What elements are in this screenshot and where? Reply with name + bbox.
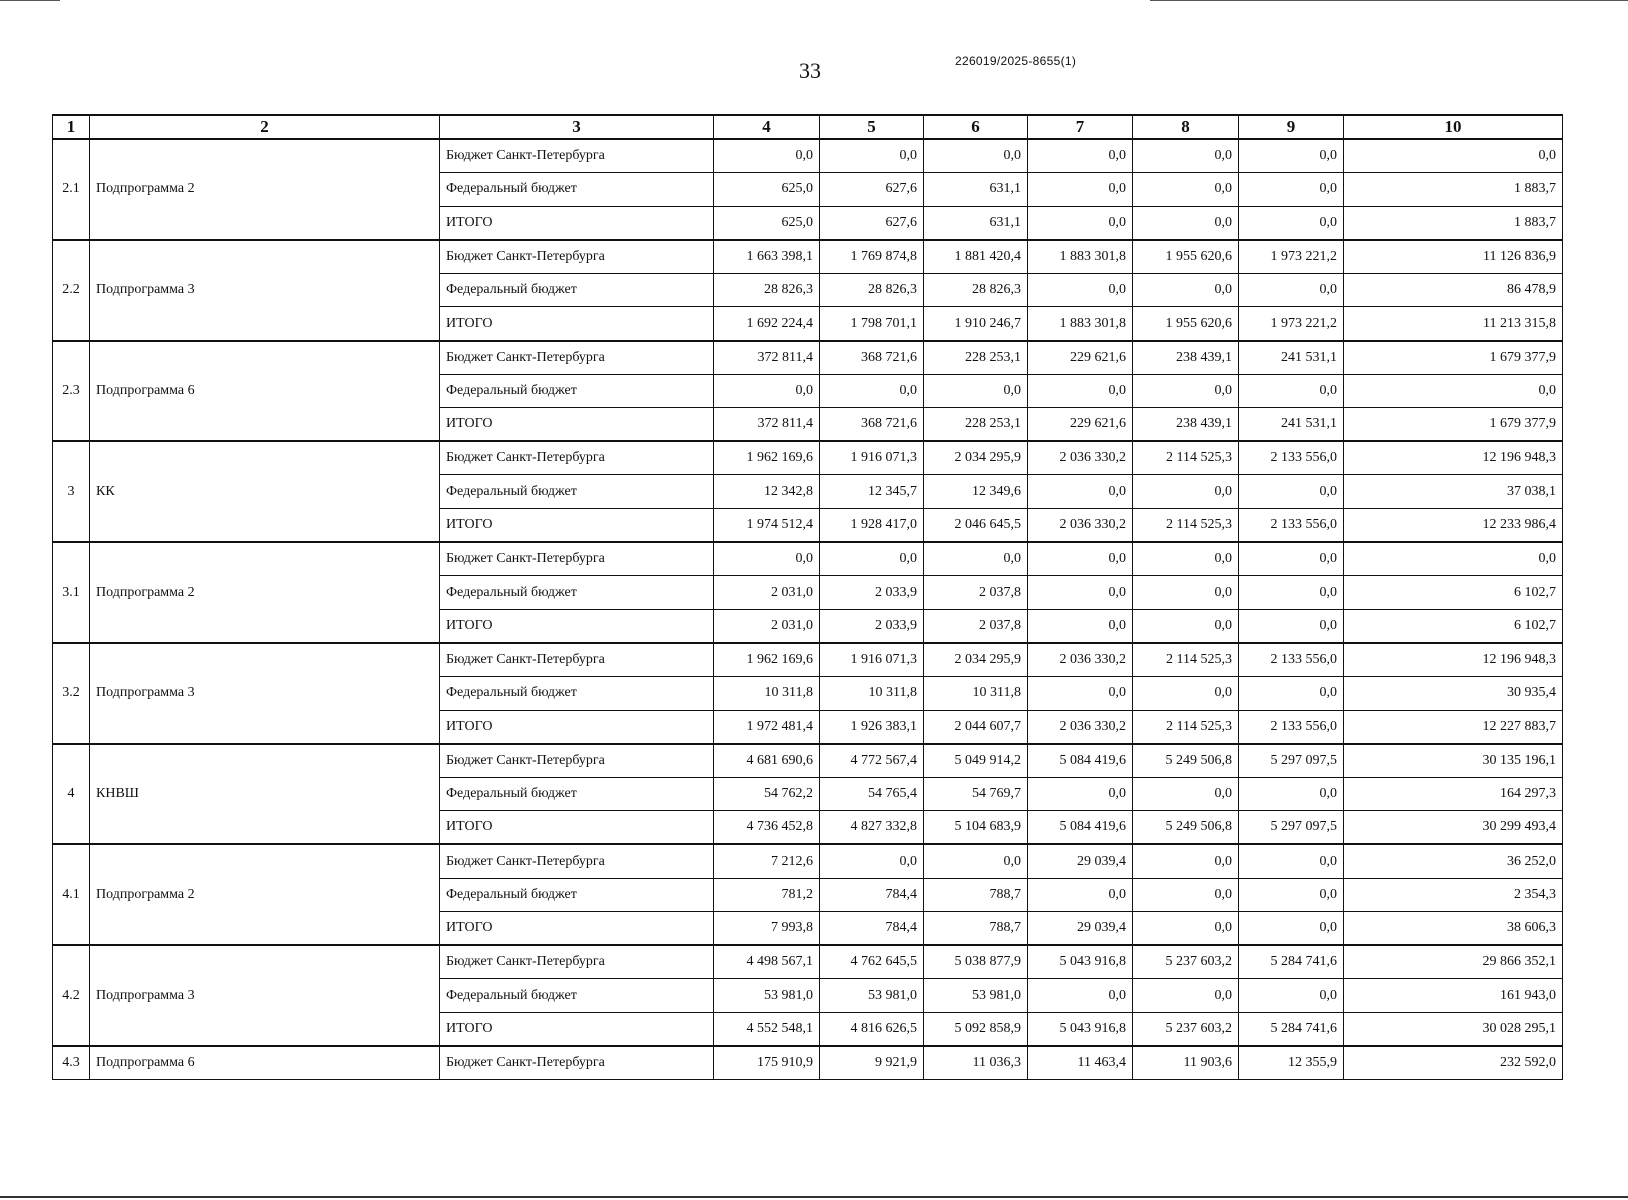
- document-id: 226019/2025-8655(1): [955, 54, 1077, 68]
- value-cell: 54 769,7: [924, 777, 1028, 811]
- table-row: [53, 139, 1563, 173]
- value-cell: 5 249 506,8: [1133, 811, 1239, 845]
- value-cell: 2 034 295,9: [924, 441, 1028, 475]
- value-cell: 0,0: [1028, 206, 1133, 240]
- table-row: [53, 240, 1563, 274]
- funding-source: ИТОГО: [440, 710, 714, 744]
- value-cell: 372 811,4: [714, 341, 820, 375]
- value-cell: 2 133 556,0: [1239, 509, 1344, 543]
- value-cell: 175 910,9: [714, 1046, 820, 1080]
- value-cell: 5 104 683,9: [924, 811, 1028, 845]
- value-cell: 0,0: [1239, 576, 1344, 610]
- value-cell: 788,7: [924, 912, 1028, 946]
- value-cell: 631,1: [924, 173, 1028, 207]
- funding-source: Бюджет Санкт-Петербурга: [440, 441, 714, 475]
- total-value-cell: 11 126 836,9: [1344, 240, 1563, 274]
- program-name: Подпрограмма 2: [90, 844, 440, 945]
- value-cell: 788,7: [924, 878, 1028, 912]
- value-cell: 0,0: [1133, 206, 1239, 240]
- column-header: 6: [924, 115, 1028, 139]
- value-cell: 0,0: [820, 844, 924, 878]
- program-name: Подпрограмма 2: [90, 542, 440, 643]
- total-value-cell: 36 252,0: [1344, 844, 1563, 878]
- funding-source: Бюджет Санкт-Петербурга: [440, 1046, 714, 1080]
- program-name: Подпрограмма 2: [90, 139, 440, 240]
- value-cell: 781,2: [714, 878, 820, 912]
- table-row: [53, 844, 1563, 878]
- total-value-cell: 0,0: [1344, 542, 1563, 576]
- value-cell: 0,0: [1133, 677, 1239, 711]
- value-cell: 1 974 512,4: [714, 509, 820, 543]
- funding-source: Бюджет Санкт-Петербурга: [440, 542, 714, 576]
- value-cell: 11 903,6: [1133, 1046, 1239, 1080]
- value-cell: 1 916 071,3: [820, 441, 924, 475]
- value-cell: 2 133 556,0: [1239, 643, 1344, 677]
- row-number: 4.3: [53, 1046, 90, 1080]
- value-cell: 0,0: [714, 374, 820, 408]
- total-value-cell: 1 883,7: [1344, 173, 1563, 207]
- value-cell: 0,0: [1239, 844, 1344, 878]
- column-header: 8: [1133, 115, 1239, 139]
- value-cell: 1 663 398,1: [714, 240, 820, 274]
- value-cell: 5 284 741,6: [1239, 1012, 1344, 1046]
- value-cell: 4 827 332,8: [820, 811, 924, 845]
- value-cell: 0,0: [1239, 374, 1344, 408]
- value-cell: 12 355,9: [1239, 1046, 1344, 1080]
- value-cell: 0,0: [1028, 979, 1133, 1013]
- funding-source: ИТОГО: [440, 206, 714, 240]
- value-cell: 5 237 603,2: [1133, 945, 1239, 979]
- funding-source: Бюджет Санкт-Петербурга: [440, 744, 714, 778]
- page-number: 33: [799, 58, 821, 83]
- funding-source: ИТОГО: [440, 509, 714, 543]
- value-cell: 0,0: [1239, 475, 1344, 509]
- value-cell: 241 531,1: [1239, 408, 1344, 442]
- value-cell: 0,0: [820, 542, 924, 576]
- total-value-cell: 0,0: [1344, 374, 1563, 408]
- value-cell: 2 036 330,2: [1028, 509, 1133, 543]
- value-cell: 0,0: [1239, 542, 1344, 576]
- value-cell: 241 531,1: [1239, 341, 1344, 375]
- value-cell: 0,0: [1028, 677, 1133, 711]
- value-cell: 2 044 607,7: [924, 710, 1028, 744]
- value-cell: 0,0: [1133, 139, 1239, 173]
- value-cell: 625,0: [714, 206, 820, 240]
- value-cell: 0,0: [1239, 609, 1344, 643]
- column-header: 10: [1344, 115, 1563, 139]
- value-cell: 10 311,8: [820, 677, 924, 711]
- value-cell: 0,0: [1028, 609, 1133, 643]
- value-cell: 4 762 645,5: [820, 945, 924, 979]
- funding-source: Федеральный бюджет: [440, 878, 714, 912]
- value-cell: 2 031,0: [714, 609, 820, 643]
- total-value-cell: 12 227 883,7: [1344, 710, 1563, 744]
- value-cell: 0,0: [924, 542, 1028, 576]
- value-cell: 0,0: [1028, 576, 1133, 610]
- value-cell: 0,0: [1133, 777, 1239, 811]
- funding-source: Федеральный бюджет: [440, 677, 714, 711]
- value-cell: 5 084 419,6: [1028, 744, 1133, 778]
- column-header: 1: [53, 115, 90, 139]
- value-cell: 0,0: [1133, 878, 1239, 912]
- value-cell: 2 046 645,5: [924, 509, 1028, 543]
- value-cell: 784,4: [820, 912, 924, 946]
- value-cell: 4 681 690,6: [714, 744, 820, 778]
- value-cell: 784,4: [820, 878, 924, 912]
- total-value-cell: 12 233 986,4: [1344, 509, 1563, 543]
- funding-source: ИТОГО: [440, 811, 714, 845]
- value-cell: 372 811,4: [714, 408, 820, 442]
- row-number: 3: [53, 441, 90, 542]
- total-value-cell: 30 299 493,4: [1344, 811, 1563, 845]
- value-cell: 0,0: [1028, 777, 1133, 811]
- row-number: 4.2: [53, 945, 90, 1046]
- funding-source: Бюджет Санкт-Петербурга: [440, 341, 714, 375]
- value-cell: 1 973 221,2: [1239, 240, 1344, 274]
- column-header: 2: [90, 115, 440, 139]
- value-cell: 0,0: [1239, 677, 1344, 711]
- value-cell: 0,0: [1239, 173, 1344, 207]
- value-cell: 5 237 603,2: [1133, 1012, 1239, 1046]
- value-cell: 2 133 556,0: [1239, 710, 1344, 744]
- value-cell: 0,0: [1028, 139, 1133, 173]
- value-cell: 2 114 525,3: [1133, 710, 1239, 744]
- value-cell: 2 114 525,3: [1133, 441, 1239, 475]
- value-cell: 1 962 169,6: [714, 441, 820, 475]
- value-cell: 54 765,4: [820, 777, 924, 811]
- total-value-cell: 30 028 295,1: [1344, 1012, 1563, 1046]
- budget-table: [52, 114, 1563, 1080]
- program-name: КК: [90, 441, 440, 542]
- total-value-cell: 30 135 196,1: [1344, 744, 1563, 778]
- total-value-cell: 30 935,4: [1344, 677, 1563, 711]
- total-value-cell: 6 102,7: [1344, 576, 1563, 610]
- value-cell: 228 253,1: [924, 408, 1028, 442]
- header-row: [53, 115, 1563, 139]
- total-value-cell: 86 478,9: [1344, 273, 1563, 307]
- value-cell: 5 038 877,9: [924, 945, 1028, 979]
- row-number: 2.3: [53, 341, 90, 442]
- funding-source: ИТОГО: [440, 912, 714, 946]
- program-name: Подпрограмма 3: [90, 643, 440, 744]
- table-row: [53, 1046, 1563, 1080]
- table-row: [53, 341, 1563, 375]
- table-row: [53, 744, 1563, 778]
- value-cell: 2 133 556,0: [1239, 441, 1344, 475]
- value-cell: 2 034 295,9: [924, 643, 1028, 677]
- value-cell: 5 084 419,6: [1028, 811, 1133, 845]
- value-cell: 5 043 916,8: [1028, 945, 1133, 979]
- total-value-cell: 161 943,0: [1344, 979, 1563, 1013]
- value-cell: 0,0: [1239, 979, 1344, 1013]
- value-cell: 0,0: [1239, 912, 1344, 946]
- value-cell: 1 928 417,0: [820, 509, 924, 543]
- scan-edge-top-right: [1150, 0, 1628, 1]
- row-number: 3.1: [53, 542, 90, 643]
- value-cell: 627,6: [820, 173, 924, 207]
- value-cell: 1 926 383,1: [820, 710, 924, 744]
- value-cell: 29 039,4: [1028, 912, 1133, 946]
- value-cell: 4 772 567,4: [820, 744, 924, 778]
- value-cell: 0,0: [1239, 273, 1344, 307]
- value-cell: 2 114 525,3: [1133, 643, 1239, 677]
- value-cell: 1 973 221,2: [1239, 307, 1344, 341]
- funding-source: Бюджет Санкт-Петербурга: [440, 844, 714, 878]
- value-cell: 0,0: [1133, 374, 1239, 408]
- program-name: Подпрограмма 3: [90, 240, 440, 341]
- value-cell: 28 826,3: [820, 273, 924, 307]
- row-number: 3.2: [53, 643, 90, 744]
- funding-source: Федеральный бюджет: [440, 777, 714, 811]
- value-cell: 631,1: [924, 206, 1028, 240]
- value-cell: 1 910 246,7: [924, 307, 1028, 341]
- funding-source: Бюджет Санкт-Петербурга: [440, 945, 714, 979]
- column-header: 4: [714, 115, 820, 139]
- value-cell: 2 036 330,2: [1028, 441, 1133, 475]
- value-cell: 11 463,4: [1028, 1046, 1133, 1080]
- table-row: [53, 643, 1563, 677]
- value-cell: 625,0: [714, 173, 820, 207]
- value-cell: 4 816 626,5: [820, 1012, 924, 1046]
- value-cell: 12 342,8: [714, 475, 820, 509]
- total-value-cell: 12 196 948,3: [1344, 441, 1563, 475]
- value-cell: 229 621,6: [1028, 341, 1133, 375]
- value-cell: 1 883 301,8: [1028, 240, 1133, 274]
- value-cell: 0,0: [1028, 475, 1133, 509]
- scan-edge-top-left: [0, 0, 60, 1]
- value-cell: 1 883 301,8: [1028, 307, 1133, 341]
- funding-source: Федеральный бюджет: [440, 374, 714, 408]
- value-cell: 2 037,8: [924, 576, 1028, 610]
- funding-source: Федеральный бюджет: [440, 273, 714, 307]
- total-value-cell: 0,0: [1344, 139, 1563, 173]
- row-number: 4.1: [53, 844, 90, 945]
- total-value-cell: 37 038,1: [1344, 475, 1563, 509]
- value-cell: 0,0: [1028, 374, 1133, 408]
- program-name: Подпрограмма 6: [90, 1046, 440, 1080]
- value-cell: 0,0: [1133, 609, 1239, 643]
- total-value-cell: 2 354,3: [1344, 878, 1563, 912]
- total-value-cell: 29 866 352,1: [1344, 945, 1563, 979]
- value-cell: 53 981,0: [714, 979, 820, 1013]
- funding-source: ИТОГО: [440, 609, 714, 643]
- value-cell: 0,0: [1239, 777, 1344, 811]
- column-header: 7: [1028, 115, 1133, 139]
- value-cell: 2 033,9: [820, 609, 924, 643]
- value-cell: 0,0: [1133, 475, 1239, 509]
- value-cell: 0,0: [924, 374, 1028, 408]
- total-value-cell: 11 213 315,8: [1344, 307, 1563, 341]
- value-cell: 1 972 481,4: [714, 710, 820, 744]
- value-cell: 28 826,3: [924, 273, 1028, 307]
- value-cell: 2 031,0: [714, 576, 820, 610]
- value-cell: 2 114 525,3: [1133, 509, 1239, 543]
- value-cell: 1 769 874,8: [820, 240, 924, 274]
- total-value-cell: 164 297,3: [1344, 777, 1563, 811]
- value-cell: 238 439,1: [1133, 341, 1239, 375]
- value-cell: 0,0: [1028, 542, 1133, 576]
- funding-source: Федеральный бюджет: [440, 576, 714, 610]
- table-row: [53, 542, 1563, 576]
- value-cell: 1 962 169,6: [714, 643, 820, 677]
- value-cell: 5 284 741,6: [1239, 945, 1344, 979]
- funding-source: Федеральный бюджет: [440, 475, 714, 509]
- value-cell: 7 993,8: [714, 912, 820, 946]
- value-cell: 0,0: [714, 542, 820, 576]
- row-number: 4: [53, 744, 90, 845]
- value-cell: 229 621,6: [1028, 408, 1133, 442]
- funding-source: Бюджет Санкт-Петербурга: [440, 240, 714, 274]
- value-cell: 0,0: [1028, 878, 1133, 912]
- value-cell: 0,0: [1133, 912, 1239, 946]
- program-name: Подпрограмма 3: [90, 945, 440, 1046]
- value-cell: 2 033,9: [820, 576, 924, 610]
- value-cell: 5 049 914,2: [924, 744, 1028, 778]
- value-cell: 5 249 506,8: [1133, 744, 1239, 778]
- value-cell: 0,0: [1133, 844, 1239, 878]
- value-cell: 368 721,6: [820, 341, 924, 375]
- value-cell: 5 043 916,8: [1028, 1012, 1133, 1046]
- value-cell: 0,0: [820, 139, 924, 173]
- funding-source: Бюджет Санкт-Петербурга: [440, 139, 714, 173]
- value-cell: 238 439,1: [1133, 408, 1239, 442]
- value-cell: 0,0: [1239, 139, 1344, 173]
- total-value-cell: 1 679 377,9: [1344, 341, 1563, 375]
- funding-source: ИТОГО: [440, 307, 714, 341]
- value-cell: 1 798 701,1: [820, 307, 924, 341]
- value-cell: 0,0: [1133, 542, 1239, 576]
- column-header: 5: [820, 115, 924, 139]
- value-cell: 0,0: [820, 374, 924, 408]
- total-value-cell: 1 679 377,9: [1344, 408, 1563, 442]
- total-value-cell: 6 102,7: [1344, 609, 1563, 643]
- total-value-cell: 12 196 948,3: [1344, 643, 1563, 677]
- value-cell: 228 253,1: [924, 341, 1028, 375]
- row-number: 2.2: [53, 240, 90, 341]
- funding-source: Бюджет Санкт-Петербурга: [440, 643, 714, 677]
- value-cell: 0,0: [714, 139, 820, 173]
- value-cell: 0,0: [1133, 979, 1239, 1013]
- value-cell: 2 037,8: [924, 609, 1028, 643]
- value-cell: 10 311,8: [924, 677, 1028, 711]
- value-cell: 12 349,6: [924, 475, 1028, 509]
- value-cell: 368 721,6: [820, 408, 924, 442]
- value-cell: 11 036,3: [924, 1046, 1028, 1080]
- funding-source: ИТОГО: [440, 408, 714, 442]
- total-value-cell: 1 883,7: [1344, 206, 1563, 240]
- total-value-cell: 232 592,0: [1344, 1046, 1563, 1080]
- funding-source: ИТОГО: [440, 1012, 714, 1046]
- value-cell: 0,0: [1239, 878, 1344, 912]
- table-row: [53, 945, 1563, 979]
- value-cell: 4 498 567,1: [714, 945, 820, 979]
- program-name: КНВШ: [90, 744, 440, 845]
- value-cell: 5 297 097,5: [1239, 744, 1344, 778]
- value-cell: 1 692 224,4: [714, 307, 820, 341]
- value-cell: 7 212,6: [714, 844, 820, 878]
- column-header: 9: [1239, 115, 1344, 139]
- table-body: [53, 139, 1563, 1080]
- value-cell: 0,0: [1133, 173, 1239, 207]
- value-cell: 28 826,3: [714, 273, 820, 307]
- value-cell: 53 981,0: [820, 979, 924, 1013]
- value-cell: 0,0: [924, 844, 1028, 878]
- program-name: Подпрограмма 6: [90, 341, 440, 442]
- value-cell: 4 736 452,8: [714, 811, 820, 845]
- value-cell: 54 762,2: [714, 777, 820, 811]
- value-cell: 2 036 330,2: [1028, 710, 1133, 744]
- value-cell: 0,0: [1133, 576, 1239, 610]
- value-cell: 4 552 548,1: [714, 1012, 820, 1046]
- value-cell: 53 981,0: [924, 979, 1028, 1013]
- value-cell: 0,0: [1133, 273, 1239, 307]
- value-cell: 1 881 420,4: [924, 240, 1028, 274]
- value-cell: 12 345,7: [820, 475, 924, 509]
- value-cell: 627,6: [820, 206, 924, 240]
- value-cell: 5 092 858,9: [924, 1012, 1028, 1046]
- funding-source: Федеральный бюджет: [440, 979, 714, 1013]
- scan-edge-bottom: [0, 1196, 1628, 1198]
- value-cell: 0,0: [1028, 173, 1133, 207]
- value-cell: 5 297 097,5: [1239, 811, 1344, 845]
- value-cell: 1 955 620,6: [1133, 240, 1239, 274]
- value-cell: 0,0: [924, 139, 1028, 173]
- value-cell: 0,0: [1028, 273, 1133, 307]
- value-cell: 29 039,4: [1028, 844, 1133, 878]
- value-cell: 1 955 620,6: [1133, 307, 1239, 341]
- table-row: [53, 441, 1563, 475]
- total-value-cell: 38 606,3: [1344, 912, 1563, 946]
- value-cell: 2 036 330,2: [1028, 643, 1133, 677]
- value-cell: 10 311,8: [714, 677, 820, 711]
- value-cell: 9 921,9: [820, 1046, 924, 1080]
- value-cell: 1 916 071,3: [820, 643, 924, 677]
- funding-source: Федеральный бюджет: [440, 173, 714, 207]
- column-header: 3: [440, 115, 714, 139]
- value-cell: 0,0: [1239, 206, 1344, 240]
- row-number: 2.1: [53, 139, 90, 240]
